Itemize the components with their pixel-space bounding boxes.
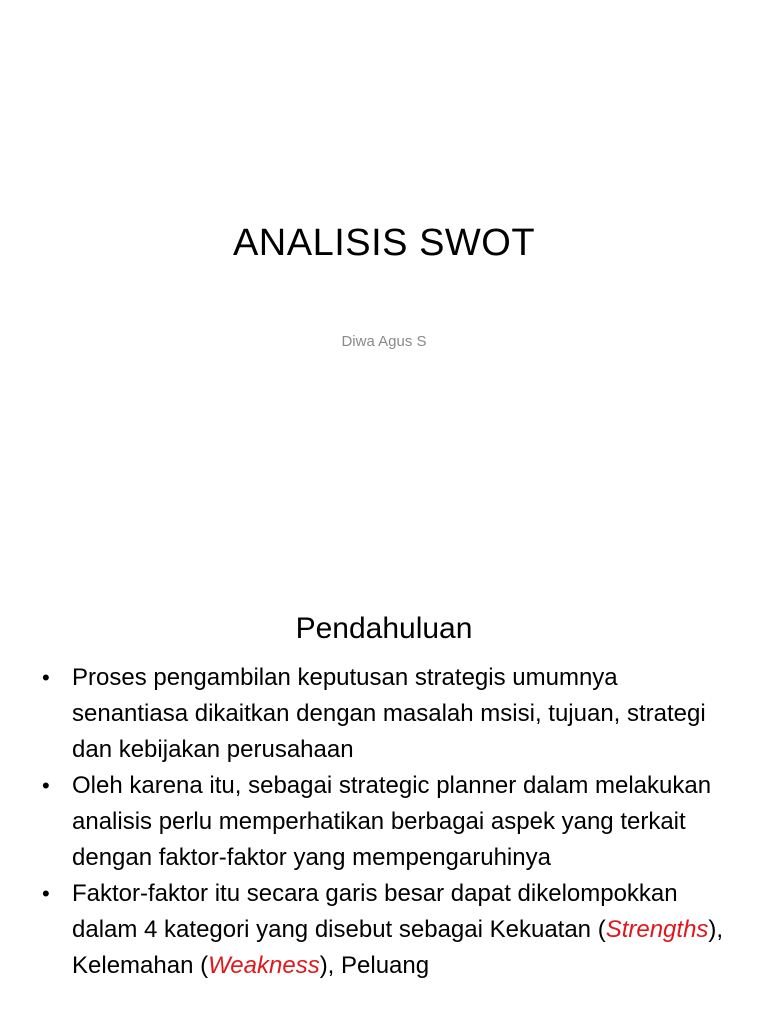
bullet-item bbox=[40, 768, 740, 876]
content-slide bbox=[0, 576, 768, 1024]
bullet-text: Oleh karena itu, sebagai strategic planner dalam melakukan analisis perlu memperhatikan berbagai aspek yang terkait dengan faktor-faktor yang mempengaruhinya bbox=[72, 772, 712, 871]
strengths-term: Strengths bbox=[605, 916, 709, 943]
bullet-text-mid: ), Kelemahan ( bbox=[72, 916, 724, 979]
weakness-term: Weakness bbox=[208, 952, 320, 979]
slide-subtitle: Diwa Agus S bbox=[341, 333, 427, 350]
bullet-item bbox=[40, 876, 740, 984]
bullet-text: Proses pengambilan keputusan strategis umumnya senantiasa dikaitkan dengan masalah msisi, tujuan, strategi dan kebijakan perusahaan bbox=[72, 664, 706, 763]
bullet-text-pre: Faktor-faktor itu secara garis besar dapat dikelompokkan dalam 4 kategori yang disebut sebagai Kekuatan ( bbox=[72, 880, 678, 943]
bullet-list bbox=[40, 660, 740, 984]
bullet-icon: • bbox=[42, 773, 50, 798]
bullet-item bbox=[40, 660, 740, 768]
slide-heading: Pendahuluan bbox=[295, 612, 473, 645]
bullet-icon: • bbox=[42, 665, 50, 690]
bullet-icon: • bbox=[42, 881, 50, 906]
slide-title: ANALISIS SWOT bbox=[232, 222, 536, 264]
bullet-text-post: ), Peluang bbox=[319, 952, 430, 979]
